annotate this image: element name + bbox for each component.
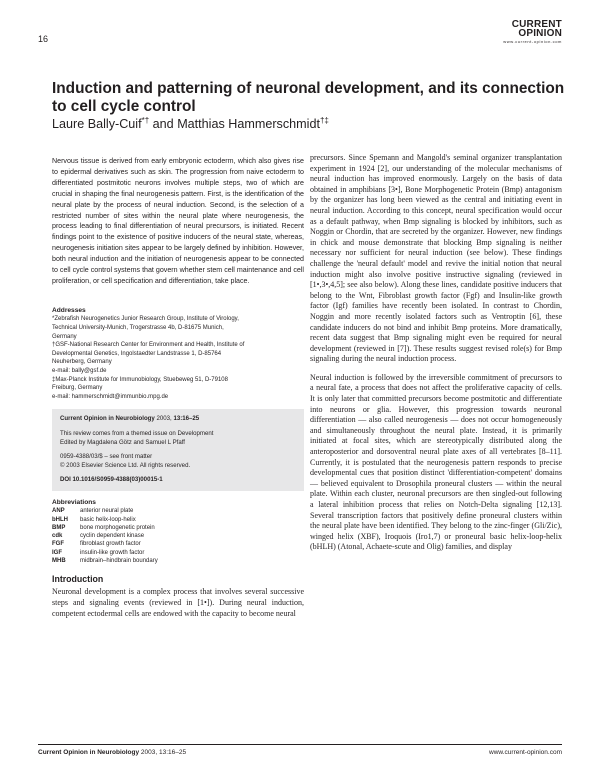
current-opinion-logo <box>503 20 562 44</box>
abbreviation-row <box>52 549 304 557</box>
address-line: Technical University-Munich, Trogerstrasse 4b, D-81675 Munich, <box>52 325 224 332</box>
logo-line-current: CURRENT <box>511 19 562 30</box>
abbreviation-key: IGF <box>52 549 62 556</box>
footer-journal-details: 2003, 13:16–25 <box>139 749 187 756</box>
address-email[interactable]: e-mail: hammerschmidt@immunbio.mpg.de <box>52 393 169 400</box>
abbreviation-value: insulin-like growth factor <box>80 549 145 556</box>
left-column <box>52 156 304 619</box>
abbreviation-row <box>52 516 304 524</box>
journal-citation <box>60 415 296 424</box>
introduction-heading: Introduction <box>52 574 104 585</box>
address-line: *Zebrafish Neurogenetics Junior Research Group, Institute of Virology, <box>52 316 239 323</box>
editors-line: Edited by Magdalena Götz and Samuel L Pfaff <box>60 438 186 446</box>
abbreviation-value: midbrain–hindbrain boundary <box>80 558 158 565</box>
author-bally-cuif: Laure Bally-Cuif <box>52 117 142 131</box>
copyright-line: © 2003 Elsevier Science Ltd. All rights reserved. <box>60 461 191 469</box>
abbreviation-key: BMP <box>52 524 66 531</box>
doi-link[interactable]: DOI 10.1016/S0959-4388(03)00015-1 <box>60 476 163 484</box>
abbreviation-row <box>52 557 304 565</box>
body-paragraph-1: precursors. Since Spemann and Mangold's seminal organizer transplantation experiment in 1924 [2], our understanding of the molecular mechanisms of neural induction has improved enormously. Largely on the basis of data obtained in amphibians [3•], Bone Morphogenetic Protein (Bmp) antagonism by the organizer has long been viewed as the central and initiating event in neural induction. According to this concept, neural specification would occur as a default pathway, when Bmp signaling is blocked by inhibitors, such as Noggin or Chordin, that are secreted by the organizer. However, new findings in chick and mouse demonstrate that blocking Bmp signaling is neither necessary nor sufficient for neural induction (see below). These findings challenge the 'neural default' model and revive the initial notion that neural induction might also involve positive instructive signaling (reviewed in [1•,3•,4,5]; see also below). Along these lines, candidate positive inducers that belong to the Wnt, Fibroblast growth factor (Fgf) and Insulin-like growth factor (Igf) families have recently been isolated. In contrast to Chordin, Noggin and more recently isolated factors such as Ventroptin [6], these candidate inducers do not bind and inhibit Bmp proteins. More dramatically, recent data suggest that Bmp signaling might even be required for neural development (reviewed in [7]). These results suggest revised role(s) for Bmp signaling during the neural induction process. <box>310 153 562 364</box>
author-hammerschmidt: Matthias Hammerschmidt <box>177 117 320 131</box>
author-join: and <box>149 117 178 131</box>
abbreviation-value: fibroblast growth factor <box>80 541 141 548</box>
abbreviation-row <box>52 532 304 540</box>
address-email[interactable]: e-mail: bally@gsf.de <box>52 368 107 375</box>
logo-tagline: www.current-opinion.com <box>503 39 562 44</box>
address-line: Germany <box>52 333 77 340</box>
author-affiliation-marks: *† <box>141 116 150 125</box>
footer-url[interactable]: www.current-opinion.com <box>489 749 562 756</box>
abbreviation-row <box>52 507 304 515</box>
abstract: Nervous tissue is derived from early embryonic ectoderm, which also gives rise to epidermal derivatives such as skin. The progression from naive ectoderm to differentiated postmitotic neurons involves multiple steps, two of which are crucial in shaping the final neurogenesis pattern. First, is the identification of the neural plate by the process of neural induction. Second, is the selection of a restricted number of sites within the neural plate where neurogenesis, the process leading to final differentiation of neural precursors, is initiated. Recent findings point to the existence of positive inducers of the neural state, whereas, neurogenesis initiation sites appear to be largely defined by inhibition. However, both neural induction and the initiation of neurogenesis appear to be connected to cell cycle control systems that govern whether stem cell maintenance and cell proliferation, or cell specification and differentiation, take place. <box>52 157 304 285</box>
introduction-paragraph: Neuronal development is a complex process that involves several successive steps and signaling events (reviewed in [1•]). During neural induction, competent ectodermal cells are endowed with the capacity to become neural <box>52 587 304 618</box>
page-number: 16 <box>38 34 49 44</box>
address-line: Neuherberg, Germany <box>52 359 112 366</box>
body-paragraph-2: Neural induction is followed by the irreversible commitment of precursors to a neural fate, a process that does not affect the proliferative capacity of cells. It is only later that committed precursors become postmitotic and differentiate into neurons or glia. However, this progression towards neuronal differentiation — also called neurogenesis — does not occur homogeneously and simultaneously throughout the neural plate. Instead, it is primarily initiated at focal sites, which are stereotypically distributed along the anteroposterior and dorsoventral neural plate axes of all vertebrates [8–11]. Currently, it is postulated that the neurogenesis pattern responds to precise developmental cues that position distinct 'differentiation-competent' domains — believed equivalent to Drosophila proneural clusters — within the neural plate. Within each cluster, neuronal precursors are then singled-out following a lateral inhibition process that relies on Notch-Delta signaling [12,13]. Several transcription factors that positively define proneural clusters within the neural plate have been identified. They belong to the zinc-finger (Gli/Zic), winged helix (XBF), Iroquois (Iro1,7) or proneural basic helix-loop-helix (bHLH) (Atonal, Achaete-scute and Olig) families, and display <box>310 372 562 552</box>
issn-line: 0959-4388/03/$ – see front matter <box>60 453 153 461</box>
author-affiliation-marks: †‡ <box>319 116 329 125</box>
address-line: †GSF-National Research Center for Environment and Health, Institute of <box>52 342 245 349</box>
abbreviation-key: bHLH <box>52 516 68 523</box>
right-column <box>310 153 562 553</box>
logo-line-opinion: OPINION <box>518 28 562 39</box>
address-line: Freiburg, Germany <box>52 385 103 392</box>
abbreviation-row <box>52 524 304 532</box>
abbreviation-value: basic helix-loop-helix <box>80 516 136 523</box>
addresses-heading: Addresses <box>52 306 86 314</box>
abbreviation-key: FGF <box>52 541 64 548</box>
footer-journal-name: Current Opinion in Neurobiology <box>38 749 140 756</box>
abbreviation-row <box>52 540 304 548</box>
journal-name: Current Opinion in Neurobiology <box>60 415 155 423</box>
journal-year: 2003, <box>154 415 174 423</box>
abbreviation-key: cdk <box>52 533 63 540</box>
journal-volume-pages: 13:16–25 <box>173 415 200 423</box>
author-list <box>52 117 329 132</box>
abbreviation-key: ANP <box>52 508 65 515</box>
footer-citation <box>38 749 186 756</box>
abbreviations-block <box>52 499 304 565</box>
footer-divider <box>38 744 562 745</box>
abbreviation-value: bone morphogenetic protein <box>80 524 155 531</box>
addresses-block <box>52 307 304 402</box>
abbreviation-value: anterior neural plate <box>80 508 134 515</box>
article-title: Induction and patterning of neuronal development, and its connection to cell cycle control <box>52 80 565 115</box>
address-line: Developmental Genetics, Ingolstaedter Landstrasse 1, D-85764 <box>52 350 222 357</box>
abbreviation-key: MHB <box>52 558 66 565</box>
themed-issue-note: This review comes from a themed issue on Development <box>60 430 214 437</box>
address-line: ‡Max-Planck Institute for Immunobiology, Stuebeweg 51, D-79108 <box>52 376 228 383</box>
abbreviations-heading: Abbreviations <box>52 498 96 506</box>
journal-info-box <box>52 409 304 491</box>
abbreviation-value: cyclin dependent kinase <box>80 533 145 540</box>
